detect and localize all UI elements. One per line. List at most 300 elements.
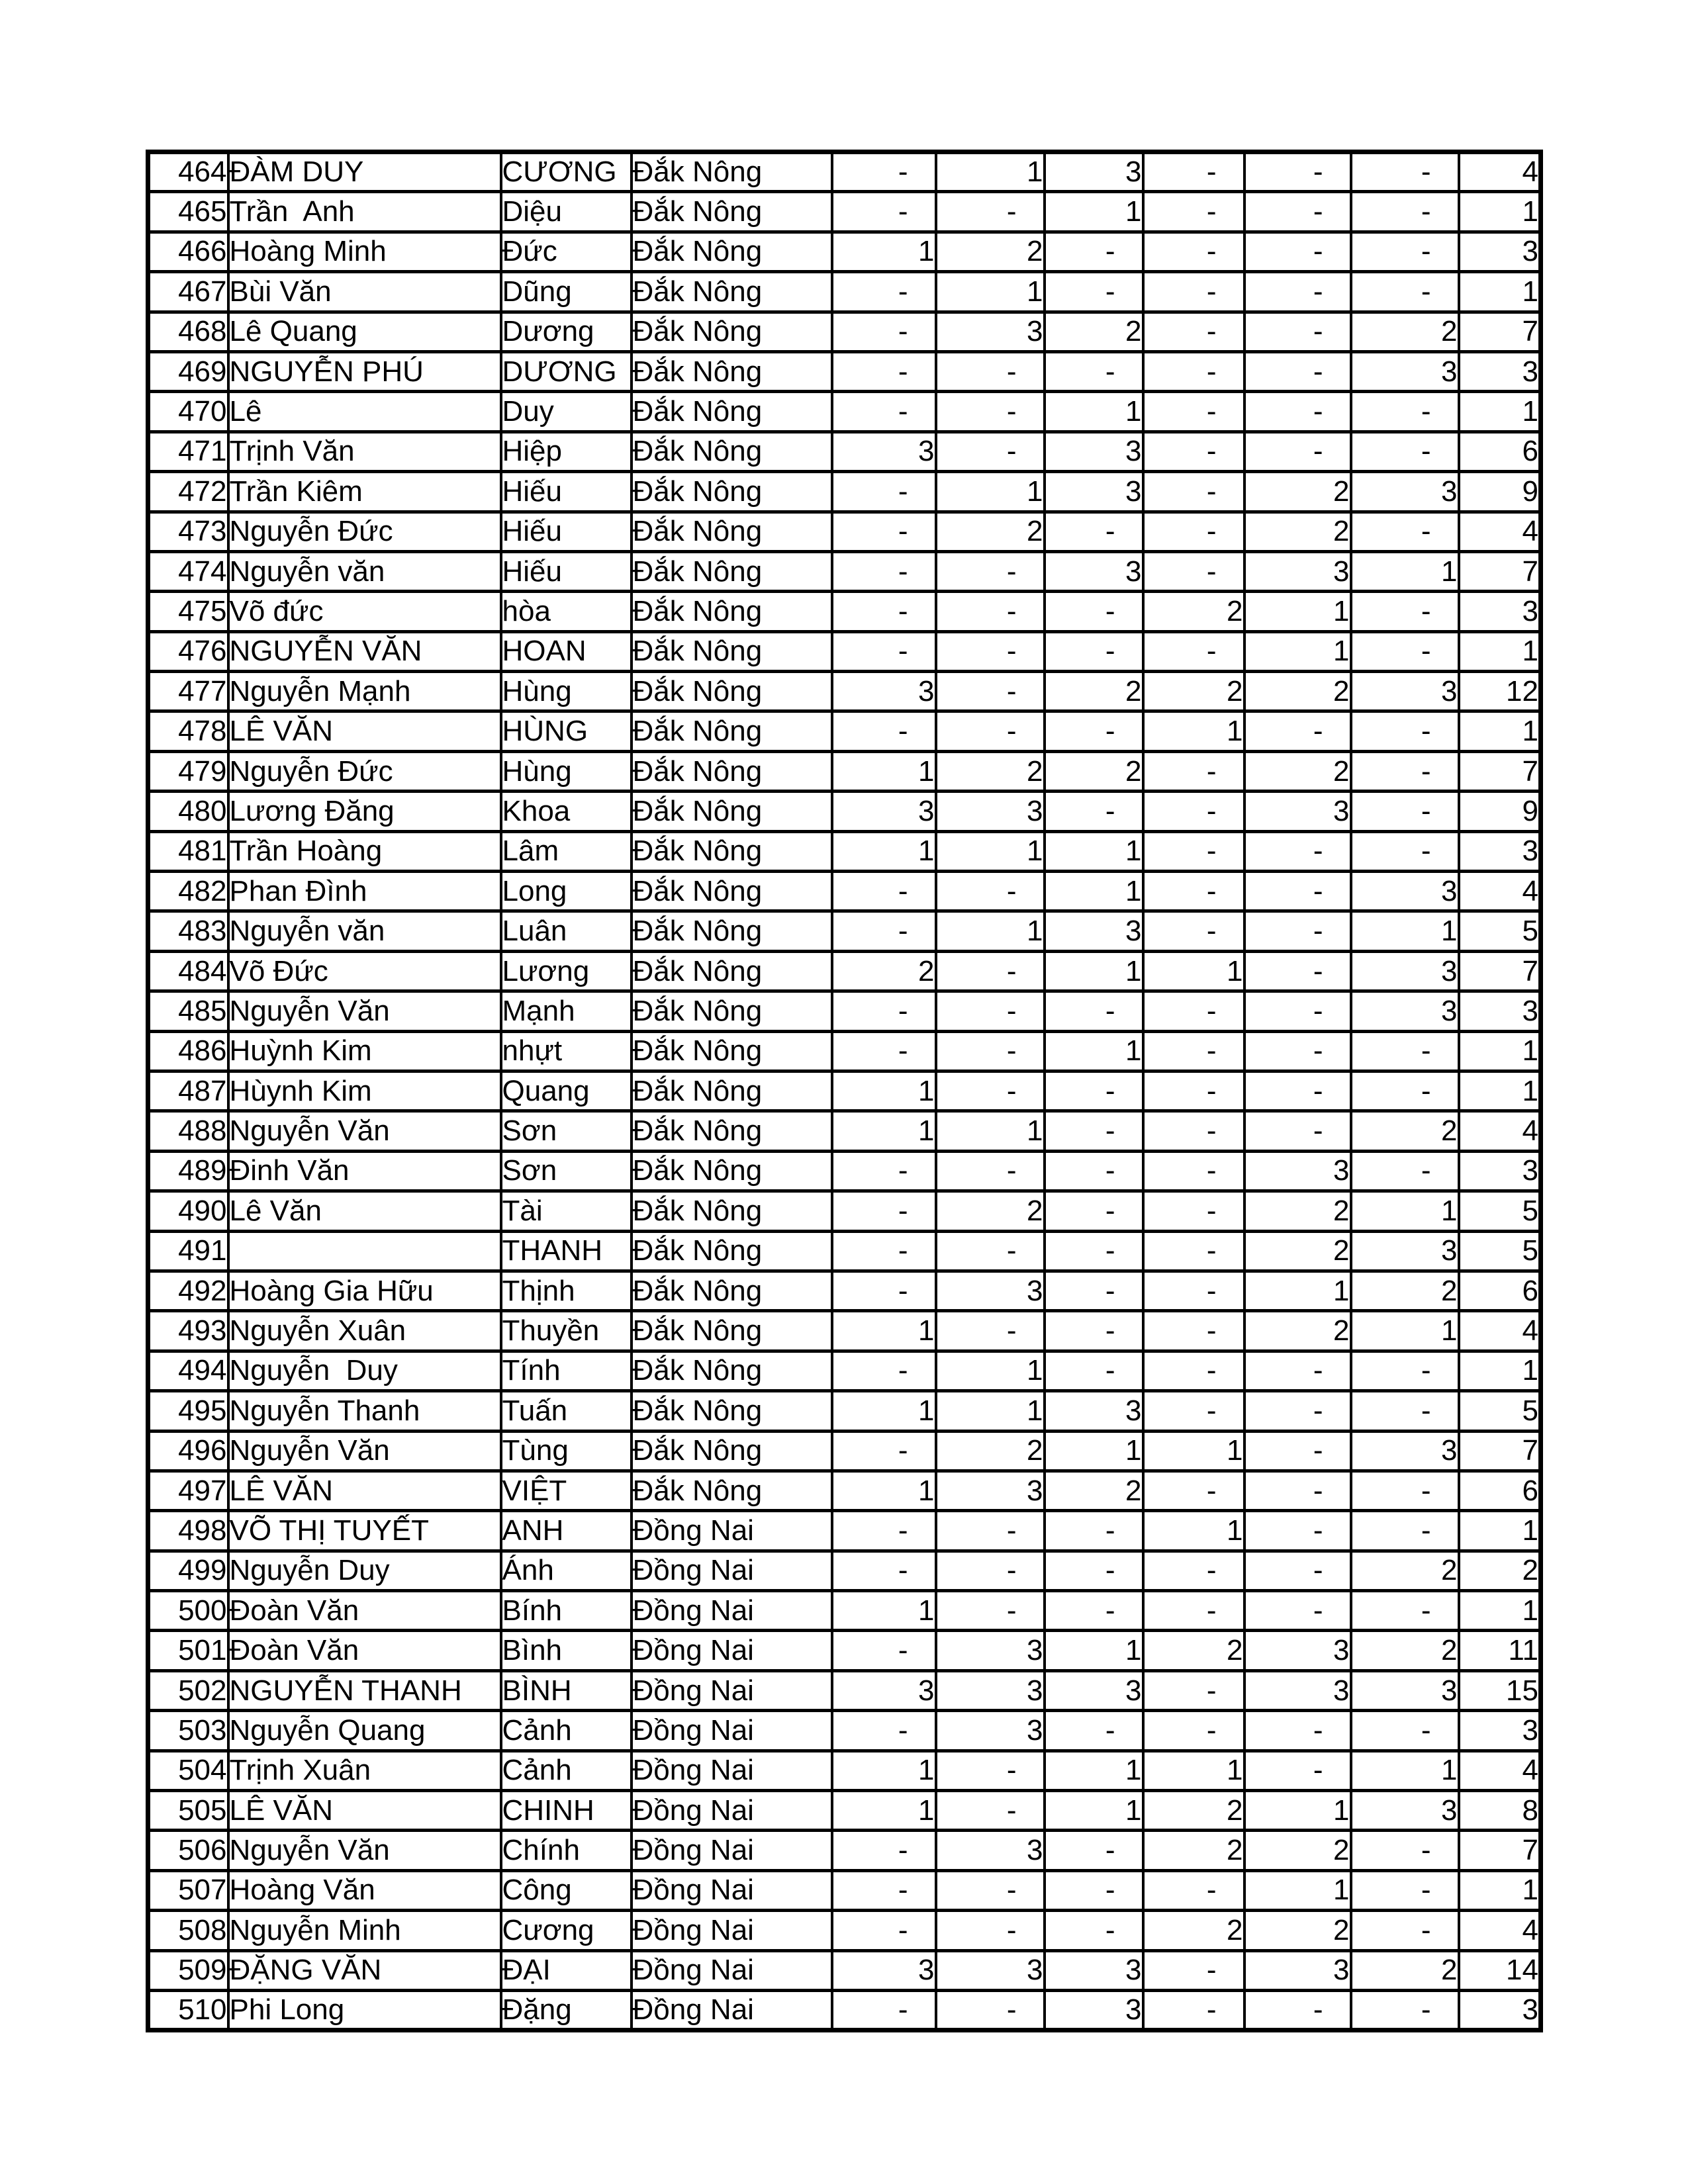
first-name-cell: Huỳnh Kim bbox=[228, 1031, 501, 1071]
score-cell-2: 1 bbox=[936, 1351, 1045, 1390]
score-cell-3: 2 bbox=[1045, 1471, 1143, 1510]
score-cell-2: - bbox=[936, 672, 1045, 711]
row-number-cell: 509 bbox=[148, 1950, 228, 1990]
score-cell-1: - bbox=[832, 472, 936, 512]
last-name-cell: Tùng bbox=[501, 1431, 632, 1471]
province-cell: Đắk Nông bbox=[632, 472, 832, 512]
score-cell-3: - bbox=[1045, 1591, 1143, 1631]
province-cell: Đắk Nông bbox=[632, 1111, 832, 1151]
total-cell: 9 bbox=[1459, 792, 1541, 831]
score-cell-5: - bbox=[1244, 831, 1351, 871]
score-cell-1: - bbox=[832, 512, 936, 551]
total-cell: 6 bbox=[1459, 432, 1541, 471]
score-cell-4: - bbox=[1143, 1471, 1244, 1510]
row-number-cell: 506 bbox=[148, 1831, 228, 1870]
table-row bbox=[148, 272, 1541, 312]
total-cell: 5 bbox=[1459, 1391, 1541, 1431]
score-cell-5: - bbox=[1244, 1711, 1351, 1751]
score-cell-3: 3 bbox=[1045, 432, 1143, 471]
score-cell-2: 3 bbox=[936, 1831, 1045, 1870]
score-cell-5: - bbox=[1244, 1591, 1351, 1631]
score-cell-3: - bbox=[1045, 1311, 1143, 1351]
score-cell-1: - bbox=[832, 1151, 936, 1191]
table-row bbox=[148, 1711, 1541, 1751]
last-name-cell: Tính bbox=[501, 1351, 632, 1390]
score-cell-5: 3 bbox=[1244, 551, 1351, 591]
score-cell-5: - bbox=[1244, 1111, 1351, 1151]
last-name-cell: Cảnh bbox=[501, 1711, 632, 1751]
score-cell-5: 2 bbox=[1244, 512, 1351, 551]
province-cell: Đắk Nông bbox=[632, 351, 832, 391]
total-cell: 7 bbox=[1459, 551, 1541, 591]
score-cell-3: - bbox=[1045, 1191, 1143, 1231]
score-cell-1: - bbox=[832, 1831, 936, 1870]
score-cell-4: - bbox=[1143, 831, 1244, 871]
score-cell-3: 1 bbox=[1045, 1431, 1143, 1471]
score-cell-2: - bbox=[936, 991, 1045, 1031]
table-row bbox=[148, 512, 1541, 551]
score-cell-4: - bbox=[1143, 1071, 1244, 1111]
total-cell: 6 bbox=[1459, 1471, 1541, 1510]
total-cell: 4 bbox=[1459, 1311, 1541, 1351]
score-cell-4: - bbox=[1143, 792, 1244, 831]
first-name-cell: Võ Đức bbox=[228, 951, 501, 991]
first-name-cell: Đinh Văn bbox=[228, 1151, 501, 1191]
score-cell-1: 1 bbox=[832, 831, 936, 871]
score-cell-6: - bbox=[1351, 711, 1459, 751]
score-cell-2: 1 bbox=[936, 472, 1045, 512]
score-cell-2: - bbox=[936, 192, 1045, 232]
total-cell: 8 bbox=[1459, 1791, 1541, 1831]
last-name-cell: Tài bbox=[501, 1191, 632, 1231]
first-name-cell: Phan Đình bbox=[228, 872, 501, 911]
last-name-cell: hòa bbox=[501, 592, 632, 631]
row-number-cell: 502 bbox=[148, 1670, 228, 1710]
total-cell: 1 bbox=[1459, 711, 1541, 751]
score-cell-5: - bbox=[1244, 1071, 1351, 1111]
province-cell: Đồng Nai bbox=[632, 1831, 832, 1870]
first-name-cell: ĐẶNG VĂN bbox=[228, 1950, 501, 1990]
table-row bbox=[148, 232, 1541, 271]
first-name-cell: Lê bbox=[228, 392, 501, 432]
score-cell-3: 1 bbox=[1045, 1791, 1143, 1831]
score-cell-4: - bbox=[1143, 1950, 1244, 1990]
row-number-cell: 507 bbox=[148, 1870, 228, 1910]
score-cell-5: - bbox=[1244, 1471, 1351, 1510]
score-cell-3: 1 bbox=[1045, 831, 1143, 871]
score-cell-4: - bbox=[1143, 1591, 1244, 1631]
score-cell-5: 1 bbox=[1244, 1791, 1351, 1831]
score-cell-1: 3 bbox=[832, 792, 936, 831]
score-cell-6: - bbox=[1351, 1831, 1459, 1870]
score-cell-5: - bbox=[1244, 351, 1351, 391]
last-name-cell: Tuấn bbox=[501, 1391, 632, 1431]
total-cell: 1 bbox=[1459, 631, 1541, 671]
score-cell-1: - bbox=[832, 1911, 936, 1950]
row-number-cell: 500 bbox=[148, 1591, 228, 1631]
score-cell-3: - bbox=[1045, 1551, 1143, 1590]
score-cell-6: 1 bbox=[1351, 551, 1459, 591]
score-cell-2: 1 bbox=[936, 911, 1045, 951]
last-name-cell: Công bbox=[501, 1870, 632, 1910]
score-cell-3: 3 bbox=[1045, 1670, 1143, 1710]
score-cell-5: - bbox=[1244, 312, 1351, 351]
score-cell-1: 1 bbox=[832, 1111, 936, 1151]
first-name-cell: Nguyễn Minh bbox=[228, 1911, 501, 1950]
row-number-cell: 480 bbox=[148, 792, 228, 831]
score-cell-5: 2 bbox=[1244, 672, 1351, 711]
score-cell-4: 2 bbox=[1143, 592, 1244, 631]
province-cell: Đắk Nông bbox=[632, 432, 832, 471]
table-row bbox=[148, 1670, 1541, 1710]
score-cell-1: 1 bbox=[832, 1071, 936, 1111]
total-cell: 1 bbox=[1459, 1071, 1541, 1111]
province-cell: Đắk Nông bbox=[632, 192, 832, 232]
province-cell: Đắk Nông bbox=[632, 512, 832, 551]
score-cell-5: 2 bbox=[1244, 1911, 1351, 1950]
score-cell-3: 3 bbox=[1045, 152, 1143, 192]
table-row bbox=[148, 152, 1541, 192]
province-cell: Đắk Nông bbox=[632, 592, 832, 631]
score-cell-4: - bbox=[1143, 312, 1244, 351]
last-name-cell: Quang bbox=[501, 1071, 632, 1111]
score-cell-6: 2 bbox=[1351, 1111, 1459, 1151]
score-cell-1: - bbox=[832, 711, 936, 751]
score-cell-3: - bbox=[1045, 351, 1143, 391]
score-cell-1: 1 bbox=[832, 1311, 936, 1351]
score-cell-6: - bbox=[1351, 1391, 1459, 1431]
score-cell-1: 2 bbox=[832, 951, 936, 991]
row-number-cell: 508 bbox=[148, 1911, 228, 1950]
table-row bbox=[148, 1351, 1541, 1390]
score-cell-1: - bbox=[832, 592, 936, 631]
table-row bbox=[148, 1231, 1541, 1271]
score-cell-6: 1 bbox=[1351, 1751, 1459, 1790]
score-cell-5: - bbox=[1244, 991, 1351, 1031]
score-cell-4: - bbox=[1143, 472, 1244, 512]
score-cell-2: 1 bbox=[936, 272, 1045, 312]
total-cell: 3 bbox=[1459, 991, 1541, 1031]
first-name-cell: Trần Kiêm bbox=[228, 472, 501, 512]
last-name-cell: Bính bbox=[501, 1591, 632, 1631]
score-cell-3: 3 bbox=[1045, 551, 1143, 591]
total-cell: 15 bbox=[1459, 1670, 1541, 1710]
score-cell-2: 1 bbox=[936, 152, 1045, 192]
score-cell-1: - bbox=[832, 192, 936, 232]
score-cell-3: - bbox=[1045, 1511, 1143, 1551]
row-number-cell: 467 bbox=[148, 272, 228, 312]
table-row bbox=[148, 672, 1541, 711]
score-cell-4: 2 bbox=[1143, 1631, 1244, 1670]
score-cell-6: - bbox=[1351, 232, 1459, 271]
score-cell-4: - bbox=[1143, 1031, 1244, 1071]
score-cell-3: 2 bbox=[1045, 672, 1143, 711]
first-name-cell: ĐÀM DUY bbox=[228, 152, 501, 192]
score-cell-5: - bbox=[1244, 392, 1351, 432]
first-name-cell: Lê Quang bbox=[228, 312, 501, 351]
score-cell-1: - bbox=[832, 392, 936, 432]
row-number-cell: 473 bbox=[148, 512, 228, 551]
province-cell: Đắk Nông bbox=[632, 751, 832, 791]
first-name-cell: Nguyễn Thanh bbox=[228, 1391, 501, 1431]
row-number-cell: 497 bbox=[148, 1471, 228, 1510]
total-cell: 4 bbox=[1459, 1911, 1541, 1950]
score-cell-2: - bbox=[936, 1911, 1045, 1950]
province-cell: Đắk Nông bbox=[632, 872, 832, 911]
row-number-cell: 491 bbox=[148, 1231, 228, 1271]
first-name-cell: Hoàng Gia Hữu bbox=[228, 1271, 501, 1310]
score-cell-4: 2 bbox=[1143, 1791, 1244, 1831]
first-name-cell: Nguyễn Duy bbox=[228, 1551, 501, 1590]
score-cell-1: - bbox=[832, 1511, 936, 1551]
score-cell-6: - bbox=[1351, 152, 1459, 192]
first-name-cell: Nguyễn Văn bbox=[228, 991, 501, 1031]
score-cell-4: - bbox=[1143, 1990, 1244, 2030]
score-cell-1: - bbox=[832, 351, 936, 391]
score-cell-1: - bbox=[832, 1870, 936, 1910]
score-cell-6: 2 bbox=[1351, 1551, 1459, 1590]
table-row bbox=[148, 872, 1541, 911]
score-cell-2: 3 bbox=[936, 1711, 1045, 1751]
first-name-cell: Nguyễn văn bbox=[228, 911, 501, 951]
score-cell-2: - bbox=[936, 1870, 1045, 1910]
score-cell-1: - bbox=[832, 1231, 936, 1271]
first-name-cell: Nguyễn Văn bbox=[228, 1431, 501, 1471]
province-cell: Đồng Nai bbox=[632, 1870, 832, 1910]
score-cell-6: 2 bbox=[1351, 312, 1459, 351]
score-cell-5: - bbox=[1244, 1391, 1351, 1431]
province-cell: Đắk Nông bbox=[632, 631, 832, 671]
row-number-cell: 481 bbox=[148, 831, 228, 871]
score-cell-4: 1 bbox=[1143, 1511, 1244, 1551]
total-cell: 3 bbox=[1459, 592, 1541, 631]
score-cell-4: 1 bbox=[1143, 1751, 1244, 1790]
province-cell: Đắk Nông bbox=[632, 991, 832, 1031]
score-cell-4: - bbox=[1143, 1271, 1244, 1310]
score-cell-5: - bbox=[1244, 192, 1351, 232]
table-row bbox=[148, 1071, 1541, 1111]
score-cell-1: 3 bbox=[832, 432, 936, 471]
score-cell-2: 2 bbox=[936, 512, 1045, 551]
last-name-cell: Cương bbox=[501, 1911, 632, 1950]
score-cell-1: 1 bbox=[832, 1791, 936, 1831]
score-cell-2: - bbox=[936, 1311, 1045, 1351]
table-row bbox=[148, 1950, 1541, 1990]
score-cell-1: - bbox=[832, 1631, 936, 1670]
score-cell-2: - bbox=[936, 1151, 1045, 1191]
score-cell-5: - bbox=[1244, 1551, 1351, 1590]
score-cell-2: - bbox=[936, 1751, 1045, 1790]
last-name-cell: Hùng bbox=[501, 672, 632, 711]
row-number-cell: 468 bbox=[148, 312, 228, 351]
score-cell-6: 3 bbox=[1351, 1231, 1459, 1271]
score-cell-2: 3 bbox=[936, 312, 1045, 351]
last-name-cell: Luân bbox=[501, 911, 632, 951]
score-cell-3: - bbox=[1045, 232, 1143, 271]
score-cell-4: - bbox=[1143, 1870, 1244, 1910]
score-cell-3: 3 bbox=[1045, 1391, 1143, 1431]
last-name-cell: Đặng bbox=[501, 1990, 632, 2030]
province-cell: Đắk Nông bbox=[632, 792, 832, 831]
total-cell: 5 bbox=[1459, 911, 1541, 951]
score-cell-1: - bbox=[832, 1271, 936, 1310]
score-cell-5: 3 bbox=[1244, 1950, 1351, 1990]
score-cell-3: 3 bbox=[1045, 911, 1143, 951]
province-cell: Đắk Nông bbox=[632, 831, 832, 871]
row-number-cell: 466 bbox=[148, 232, 228, 271]
last-name-cell: Bình bbox=[501, 1631, 632, 1670]
score-cell-4: - bbox=[1143, 192, 1244, 232]
score-cell-6: 3 bbox=[1351, 1431, 1459, 1471]
score-cell-6: 3 bbox=[1351, 1791, 1459, 1831]
score-cell-3: 1 bbox=[1045, 1631, 1143, 1670]
score-cell-2: 1 bbox=[936, 1111, 1045, 1151]
score-cell-1: 1 bbox=[832, 1471, 936, 1510]
score-cell-6: - bbox=[1351, 1151, 1459, 1191]
score-cell-4: - bbox=[1143, 1191, 1244, 1231]
last-name-cell: Thịnh bbox=[501, 1271, 632, 1310]
last-name-cell: DƯƠNG bbox=[501, 351, 632, 391]
score-cell-4: - bbox=[1143, 1670, 1244, 1710]
row-number-cell: 478 bbox=[148, 711, 228, 751]
score-cell-3: - bbox=[1045, 631, 1143, 671]
score-cell-6: 2 bbox=[1351, 1950, 1459, 1990]
score-cell-3: 1 bbox=[1045, 1031, 1143, 1071]
total-cell: 2 bbox=[1459, 1551, 1541, 1590]
score-cell-2: 1 bbox=[936, 1391, 1045, 1431]
score-cell-3: 1 bbox=[1045, 192, 1143, 232]
first-name-cell: Nguyễn Văn bbox=[228, 1831, 501, 1870]
score-cell-4: 1 bbox=[1143, 1431, 1244, 1471]
score-cell-4: - bbox=[1143, 1711, 1244, 1751]
score-cell-5: 1 bbox=[1244, 592, 1351, 631]
total-cell: 7 bbox=[1459, 951, 1541, 991]
score-cell-6: - bbox=[1351, 1990, 1459, 2030]
row-number-cell: 498 bbox=[148, 1511, 228, 1551]
score-cell-2: - bbox=[936, 432, 1045, 471]
total-cell: 4 bbox=[1459, 1751, 1541, 1790]
first-name-cell: Lê Văn bbox=[228, 1191, 501, 1231]
total-cell: 3 bbox=[1459, 232, 1541, 271]
score-cell-4: 2 bbox=[1143, 1911, 1244, 1950]
score-cell-5: 3 bbox=[1244, 1670, 1351, 1710]
province-cell: Đắk Nông bbox=[632, 232, 832, 271]
score-cell-2: - bbox=[936, 631, 1045, 671]
score-cell-6: 1 bbox=[1351, 1191, 1459, 1231]
score-cell-4: - bbox=[1143, 152, 1244, 192]
score-cell-3: 3 bbox=[1045, 472, 1143, 512]
first-name-cell: NGUYỄN THANH bbox=[228, 1670, 501, 1710]
table-row bbox=[148, 592, 1541, 631]
score-cell-3: 1 bbox=[1045, 1751, 1143, 1790]
last-name-cell: Sơn bbox=[501, 1111, 632, 1151]
province-cell: Đồng Nai bbox=[632, 1551, 832, 1590]
table-row bbox=[148, 1431, 1541, 1471]
table-row bbox=[148, 1191, 1541, 1231]
score-cell-4: - bbox=[1143, 911, 1244, 951]
province-cell: Đắk Nông bbox=[632, 1311, 832, 1351]
score-cell-1: - bbox=[832, 1711, 936, 1751]
table-row bbox=[148, 472, 1541, 512]
score-cell-3: - bbox=[1045, 1711, 1143, 1751]
score-cell-3: 1 bbox=[1045, 872, 1143, 911]
score-cell-4: - bbox=[1143, 1311, 1244, 1351]
score-cell-3: - bbox=[1045, 1351, 1143, 1390]
score-cell-1: - bbox=[832, 1990, 936, 2030]
last-name-cell: Khoa bbox=[501, 792, 632, 831]
table-row bbox=[148, 192, 1541, 232]
first-name-cell: Nguyễn Mạnh bbox=[228, 672, 501, 711]
score-cell-4: 2 bbox=[1143, 672, 1244, 711]
score-cell-5: - bbox=[1244, 272, 1351, 312]
score-cell-4: - bbox=[1143, 1351, 1244, 1390]
total-cell: 4 bbox=[1459, 152, 1541, 192]
first-name-cell: VÕ THỊ TUYẾT bbox=[228, 1511, 501, 1551]
score-cell-2: - bbox=[936, 1231, 1045, 1271]
first-name-cell: Nguyễn Đức bbox=[228, 512, 501, 551]
score-cell-4: - bbox=[1143, 751, 1244, 791]
last-name-cell: Hiệp bbox=[501, 432, 632, 471]
province-cell: Đắk Nông bbox=[632, 392, 832, 432]
table-row bbox=[148, 711, 1541, 751]
score-cell-1: 1 bbox=[832, 1591, 936, 1631]
score-cell-6: - bbox=[1351, 1471, 1459, 1510]
row-number-cell: 487 bbox=[148, 1071, 228, 1111]
score-cell-2: - bbox=[936, 592, 1045, 631]
total-cell: 1 bbox=[1459, 1351, 1541, 1390]
score-cell-2: - bbox=[936, 1591, 1045, 1631]
score-cell-6: - bbox=[1351, 1351, 1459, 1390]
score-cell-2: 2 bbox=[936, 232, 1045, 271]
province-cell: Đắk Nông bbox=[632, 1231, 832, 1271]
score-cell-6: 3 bbox=[1351, 672, 1459, 711]
first-name-cell: Hùynh Kim bbox=[228, 1071, 501, 1111]
last-name-cell: Ánh bbox=[501, 1551, 632, 1590]
score-cell-2: 1 bbox=[936, 831, 1045, 871]
score-cell-2: 3 bbox=[936, 1950, 1045, 1990]
score-cell-4: 1 bbox=[1143, 711, 1244, 751]
score-cell-6: - bbox=[1351, 751, 1459, 791]
score-cell-5: 2 bbox=[1244, 472, 1351, 512]
score-cell-3: - bbox=[1045, 1151, 1143, 1191]
score-cell-5: 1 bbox=[1244, 1870, 1351, 1910]
last-name-cell: Thuyền bbox=[501, 1311, 632, 1351]
province-cell: Đắk Nông bbox=[632, 672, 832, 711]
first-name-cell: Nguyễn văn bbox=[228, 551, 501, 591]
last-name-cell: HOAN bbox=[501, 631, 632, 671]
score-cell-1: - bbox=[832, 312, 936, 351]
row-number-cell: 510 bbox=[148, 1990, 228, 2030]
score-cell-2: - bbox=[936, 951, 1045, 991]
total-cell: 3 bbox=[1459, 1711, 1541, 1751]
score-cell-1: - bbox=[832, 1191, 936, 1231]
table-row bbox=[148, 1831, 1541, 1870]
score-cell-1: 1 bbox=[832, 751, 936, 791]
table-row bbox=[148, 991, 1541, 1031]
first-name-cell: Trần Hoàng bbox=[228, 831, 501, 871]
province-cell: Đắk Nông bbox=[632, 1031, 832, 1071]
table-row bbox=[148, 1791, 1541, 1831]
score-cell-5: 1 bbox=[1244, 1271, 1351, 1310]
total-cell: 1 bbox=[1459, 272, 1541, 312]
score-cell-2: 2 bbox=[936, 1431, 1045, 1471]
last-name-cell: ĐẠI bbox=[501, 1950, 632, 1990]
score-cell-3: - bbox=[1045, 1231, 1143, 1271]
score-cell-1: - bbox=[832, 872, 936, 911]
total-cell: 7 bbox=[1459, 312, 1541, 351]
province-cell: Đắk Nông bbox=[632, 1391, 832, 1431]
score-cell-6: 1 bbox=[1351, 911, 1459, 951]
